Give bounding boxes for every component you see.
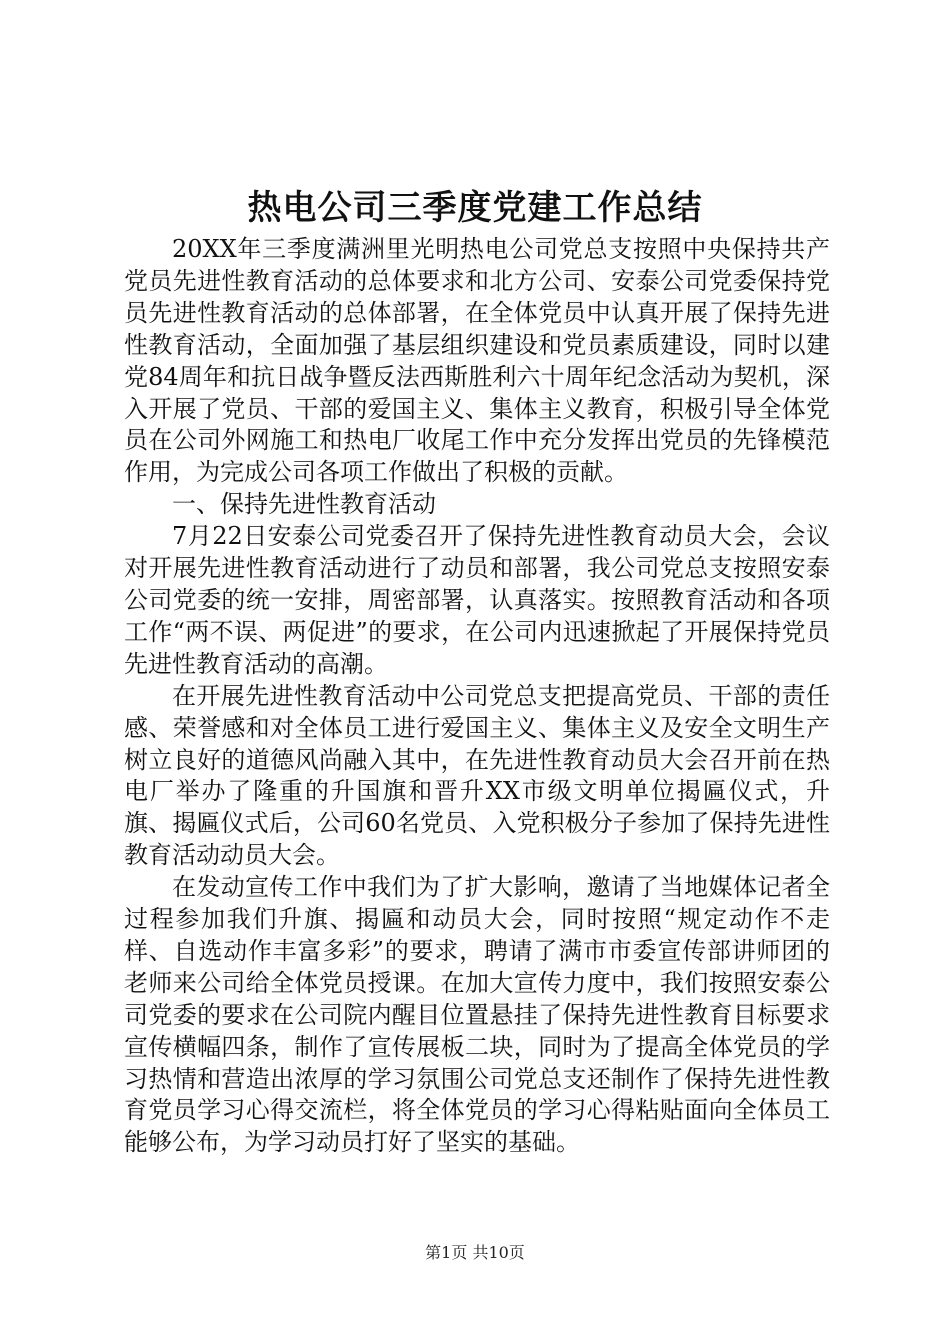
page-number-footer: 第1页 共10页 xyxy=(425,1243,525,1262)
intro-paragraph: 20XX年三季度满洲里光明热电公司党总支按照中央保持共产党员先进性教育活动的总体要求和北方公司、安泰公司党委保持党员先进性教育活动的总体部署，在全体党员中认真开展了保持先进性教育活动，全面加强了基层组织建设和党员素质建设，同时以建党84周年和抗日战争暨反法西斯胜利六十周年纪念活动为契机，深入开展了党员、干部的爱国主义、集体主义教育，积极引导全体党员在公司外网施工和热电厂收尾工作中充分发挥出党员的先锋模范作用，为完成公司各项工作做出了积极的贡献。 xyxy=(124,235,830,487)
body-paragraph: 在发动宣传工作中我们为了扩大影响，邀请了当地媒体记者全过程参加我们升旗、揭匾和动员大会，同时按照“规定动作不走样、自选动作丰富多彩”的要求，聘请了满市市委宣传部讲师团的老师来公司给全体党员授课。在加大宣传力度中，我们按照安泰公司党委的要求在公司院内醒目位置悬挂了保持先进性教育目标要求宣传横幅四条，制作了宣传展板二块，同时为了提高全体党员的学习热情和营造出浓厚的学习氛围公司党总支还制作了保持先进性教育党员学习心得交流栏，将全体党员的学习心得粘贴面向全体员工能够公布，为学习动员打好了坚实的基础。 xyxy=(124,873,830,1157)
document-title: 热电公司三季度党建工作总结 xyxy=(247,188,703,228)
section-heading: 一、保持先进性教育活动 xyxy=(172,490,436,519)
body-paragraph: 在开展先进性教育活动中公司党总支把提高党员、干部的责任感、荣誉感和对全体员工进行爱国主义、集体主义及安全文明生产树立良好的道德风尚融入其中，在先进性教育动员大会召开前在热电厂举办了隆重的升国旗和晋升XX市级文明单位揭匾仪式，升旗、揭匾仪式后，公司60名党员、入党积极分子参加了保持先进性教育活动动员大会。 xyxy=(124,681,830,870)
body-paragraph: 7月22日安泰公司党委召开了保持先进性教育动员大会，会议对开展先进性教育活动进行了动员和部署，我公司党总支按照安泰公司党委的统一安排，周密部署，认真落实。按照教育活动和各项工作“两不误、两促进”的要求，在公司内迅速掀起了开展保持党员先进性教育活动的高潮。 xyxy=(124,522,830,678)
document-body xyxy=(124,234,830,1159)
